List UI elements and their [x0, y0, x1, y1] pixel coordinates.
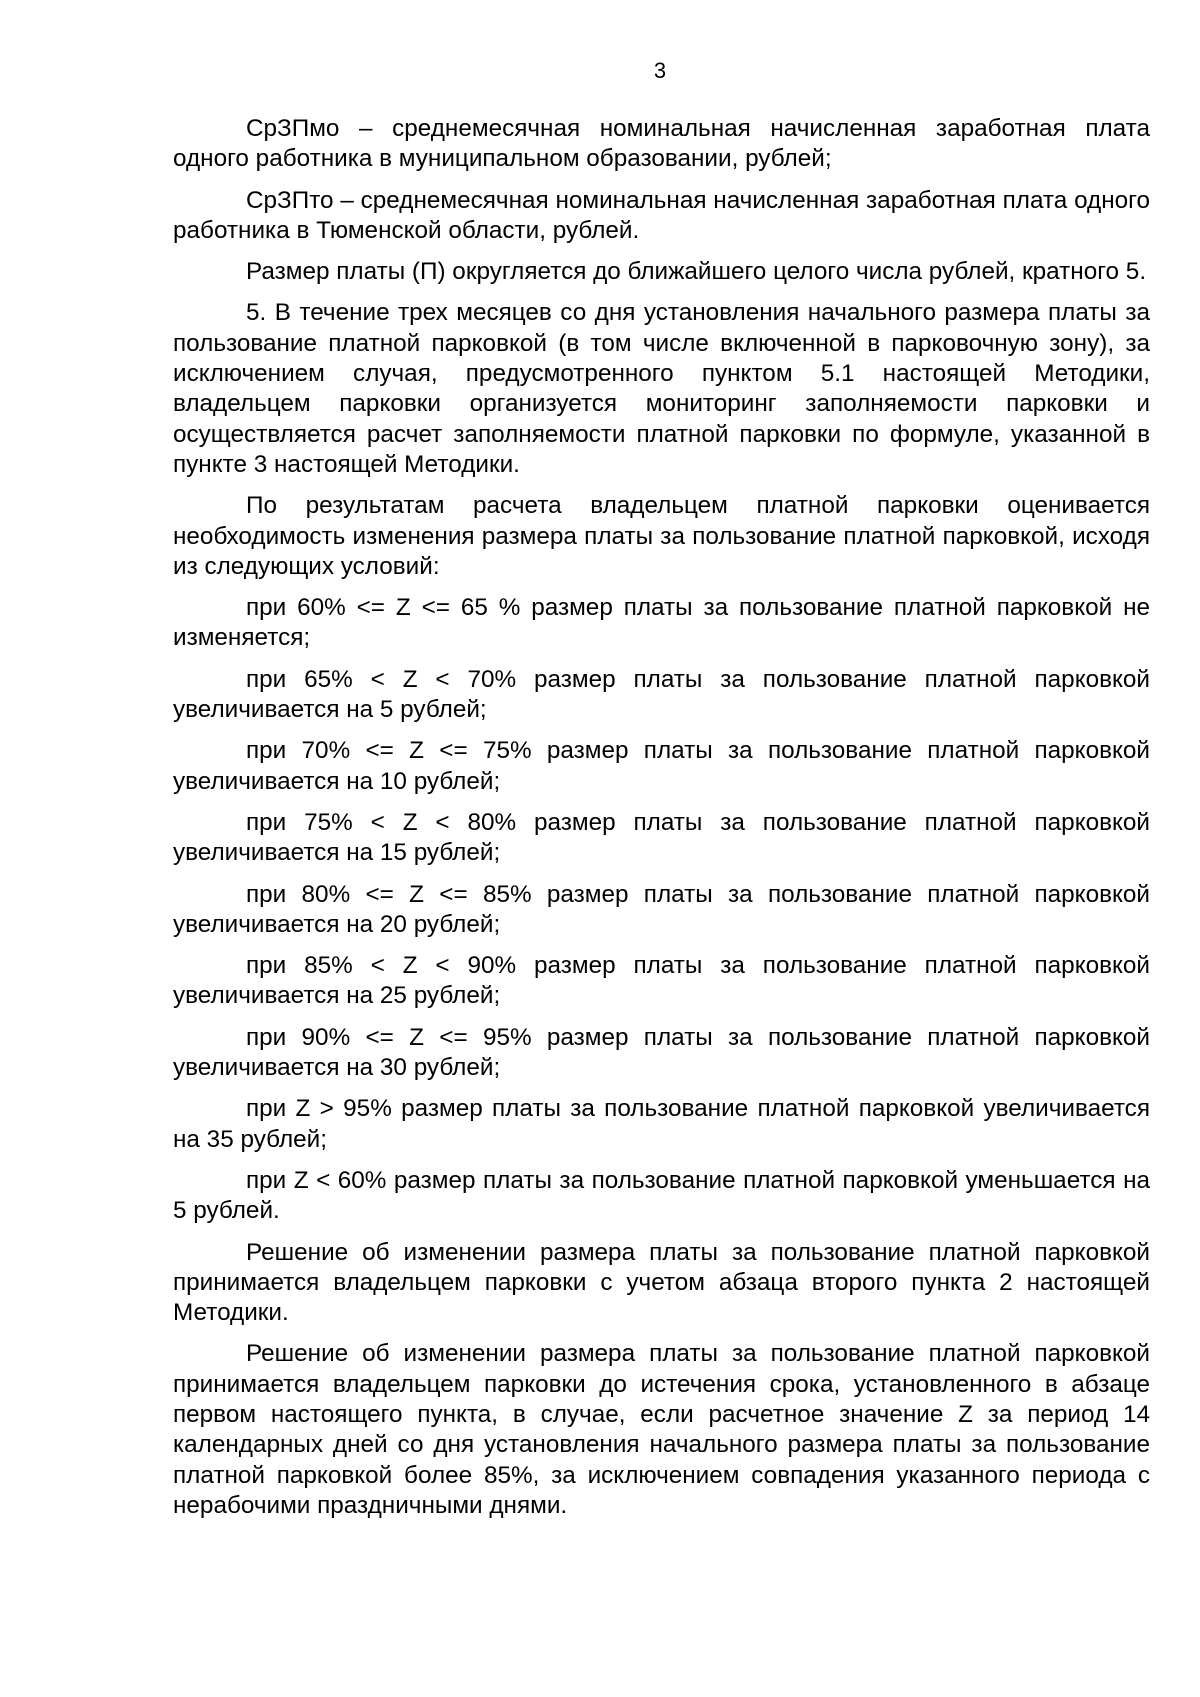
document-body: [173, 114, 1150, 1532]
paragraph-rounding-rule: Размер платы (П) округляется до ближайшего целого числа рублей, кратного 5.: [246, 258, 1147, 286]
paragraph-item-5-monitoring: 5. В течение трех месяцев со дня установления начального размера платы за пользование платной парковкой (в том числе включенной в парковочную зону), за исключением случая, предусмотренного пунктом 5.1 настоящей Методики, владельцем парковки организуется мониторинг заполняемости парковки и осуществляется расчет заполняемости платной парковки по формуле, указанной в пункте 3 настоящей Методики.: [173, 299, 1150, 478]
paragraph-condition-80-85: при 80% <= Z <= 85% размер платы за пользование платной парковкой увеличивается на 20 рублей;: [173, 880, 1150, 938]
paragraph-condition-60-65: при 60% <= Z <= 65 % размер платы за пользование платной парковкой не изменяется;: [173, 594, 1150, 652]
paragraph-decision-early: Решение об изменении размера платы за пользование платной парковкой принимается владельцем парковки до истечения срока, установленного в абзаце первом настоящего пункта, в случае, если расчетное значение Z за период 14 календарных дней со дня установления начального размера платы за пользование платной парковкой более 85%, за исключением совпадения указанного периода с нерабочими праздничными днями.: [173, 1340, 1150, 1519]
paragraph-decision-owner: Решение об изменении размера платы за пользование платной парковкой принимается владельцем парковки с учетом абзаца второго пункта 2 настоящей Методики.: [173, 1238, 1150, 1327]
paragraph-srzpto-definition: СрЗПто – среднемесячная номинальная начисленная заработная плата одного работника в Тюменской области, рублей.: [173, 186, 1150, 244]
paragraph-condition-70-75: при 70% <= Z <= 75% размер платы за пользование платной парковкой увеличивается на 10 рублей;: [173, 737, 1150, 795]
paragraph-condition-75-80: при 75% < Z < 80% размер платы за пользование платной парковкой увеличивается на 15 рублей;: [173, 808, 1150, 867]
paragraph-condition-65-70: при 65% < Z < 70% размер платы за пользование платной парковкой увеличивается на 5 рублей;: [173, 665, 1150, 724]
page-number: 3: [653, 58, 667, 83]
paragraph-condition-under-60: при Z < 60% размер платы за пользование платной парковкой уменьшается на 5 рублей.: [173, 1166, 1150, 1225]
paragraph-srzpmo-definition: СрЗПмо – среднемесячная номинальная начисленная заработная плата одного работника в муниципальном образовании, рублей;: [173, 115, 1150, 173]
paragraph-condition-90-95: при 90% <= Z <= 95% размер платы за пользование платной парковкой увеличивается на 30 рублей;: [173, 1023, 1150, 1082]
paragraph-condition-over-95: при Z > 95% размер платы за пользование платной парковкой увеличивается на 35 рублей;: [173, 1095, 1150, 1153]
paragraph-condition-85-90: при 85% < Z < 90% размер платы за пользование платной парковкой увеличивается на 25 рублей;: [173, 952, 1150, 1010]
paragraph-evaluation-conditions: По результатам расчета владельцем платной парковки оценивается необходимость изменения размера платы за пользование платной парковкой, исходя из следующих условий:: [173, 492, 1150, 580]
